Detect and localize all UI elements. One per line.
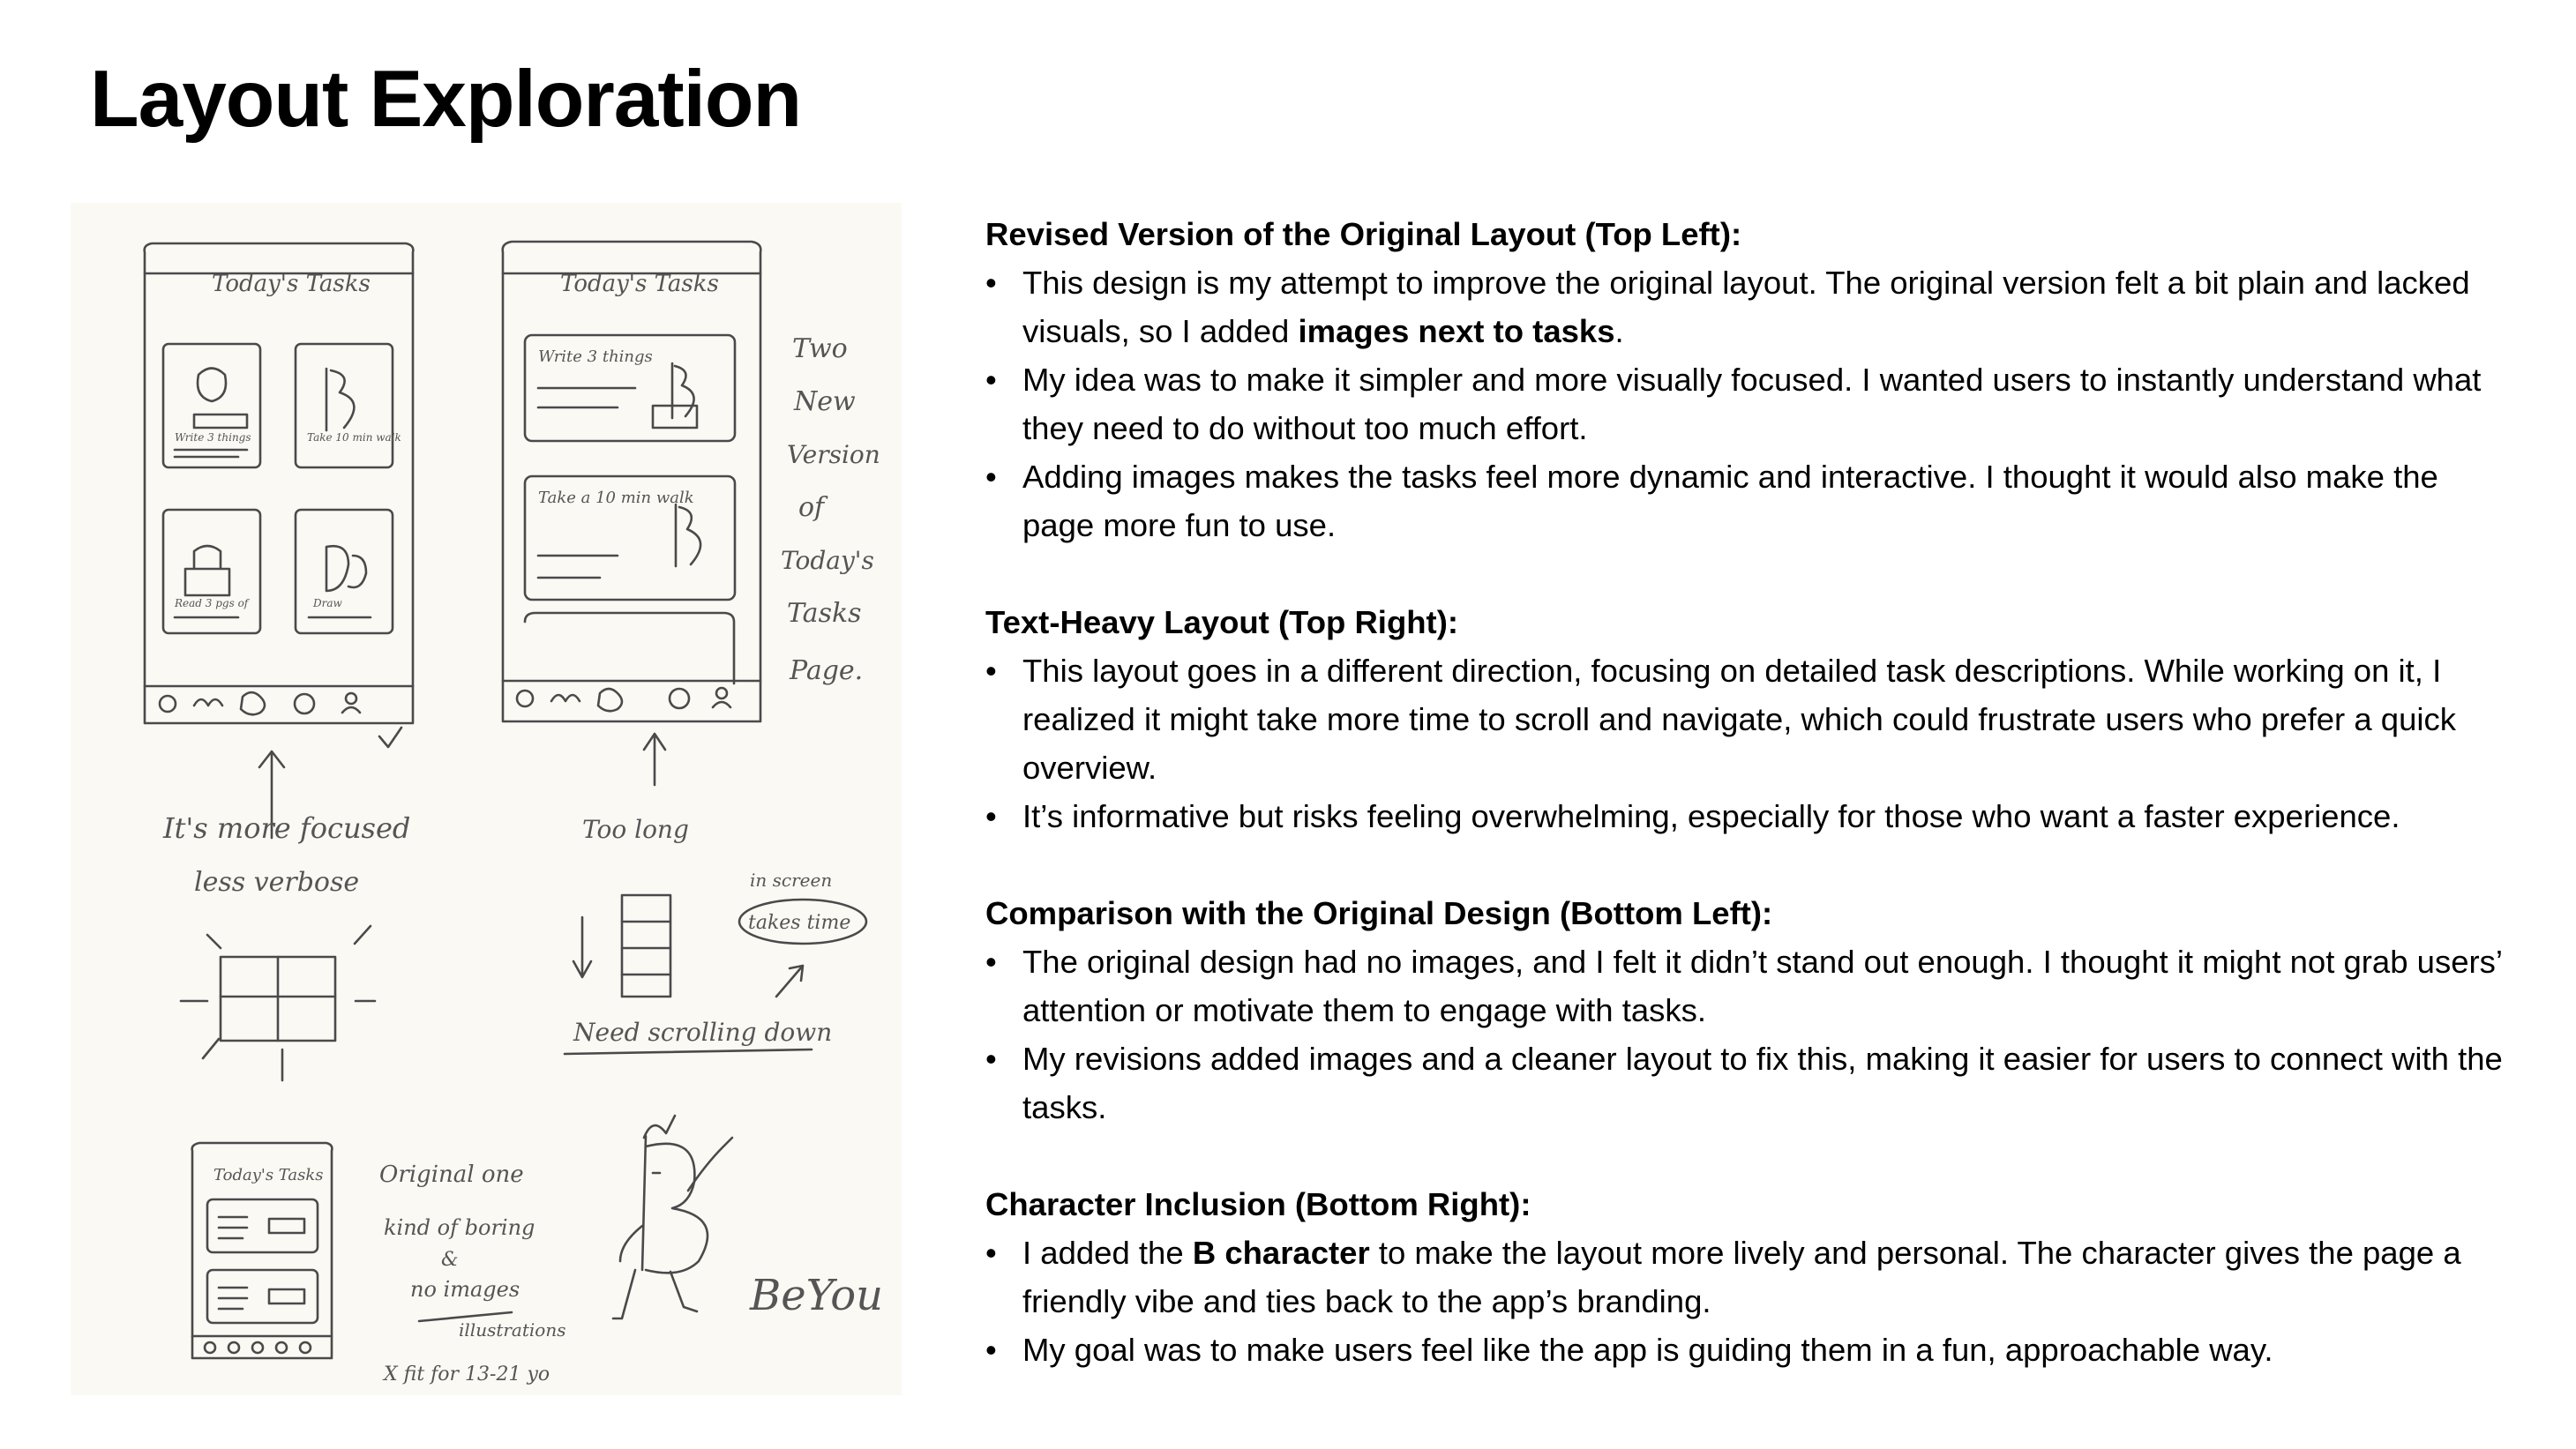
bullet-list <box>985 258 2503 549</box>
sketch-label: Read 3 pgs of <box>175 597 249 609</box>
bullet-list <box>985 1229 2503 1374</box>
bullet-text: My revisions added images and a cleaner layout to fix this, making it easier for users to connect with the tasks. <box>1022 1041 2503 1125</box>
bullet-text: This design is my attempt to improve the original layout. The original version felt a bit plain and lacked visuals, so I added <box>1022 265 2470 349</box>
bullet-text: My idea was to make it simpler and more visually focused. I wanted users to instantly understand what they need to do without too much effort. <box>1022 362 2482 446</box>
annotation-left <box>162 751 410 1080</box>
annotation-right <box>565 734 866 1054</box>
bullet-item <box>985 646 2503 792</box>
bullet-text: It’s informative but risks feeling overwhelming, especially for those who want a faster experience. <box>1022 798 2400 834</box>
bullet-item <box>985 1229 2503 1326</box>
sketch-image <box>71 203 902 1395</box>
sketch-label: illustrations <box>459 1319 566 1341</box>
sketch-label: Today's <box>781 546 874 575</box>
bullet-text: The original design had no images, and I felt it didn’t stand out enough. I thought it might not grab users’ attention or motivate them to engage with tasks. <box>1022 944 2502 1028</box>
sketch-label: Version <box>787 440 880 469</box>
sketch-label: Today's Tasks <box>560 271 719 297</box>
bullet-emphasis: B character <box>1192 1235 1370 1271</box>
phone-sketch-grid <box>145 243 414 747</box>
sketch-label: less verbose <box>194 867 360 898</box>
sketch-label: takes time <box>748 912 851 934</box>
b-character-sketch <box>613 1116 883 1320</box>
sketch-label: Take 10 min walk <box>307 431 401 444</box>
sketch-label: Draw <box>313 597 342 609</box>
sketch-label: no images <box>410 1277 520 1302</box>
sketch-label: Write 3 things <box>538 347 653 366</box>
section-text-heavy-layout <box>985 598 2503 840</box>
sketch-label: BeYou <box>750 1271 884 1320</box>
sketch-label: Write 3 things <box>175 431 251 444</box>
bullet-emphasis: images next to tasks <box>1298 313 1615 349</box>
sketch-label: in screen <box>750 870 833 891</box>
bullet-item <box>985 937 2503 1034</box>
sketch-label: Need scrolling down <box>573 1018 833 1047</box>
bullet-item <box>985 355 2503 452</box>
bullet-item <box>985 792 2503 840</box>
bullet-list <box>985 937 2503 1132</box>
bullet-text: to make the layout more lively and personal. The character gives the page a friendly vibe and ties back to the app’s branding. <box>1022 1235 2461 1319</box>
bullet-list <box>985 646 2503 840</box>
bullet-text: . <box>1614 313 1624 349</box>
section-revised-version <box>985 210 2503 549</box>
sketch-label: & <box>441 1249 459 1271</box>
bullet-item <box>985 258 2503 355</box>
phone-sketch-original <box>192 1143 566 1386</box>
sketch-label: Tasks <box>787 598 862 629</box>
bullet-item <box>985 1326 2503 1374</box>
page-title: Layout Exploration <box>90 55 802 144</box>
bullet-text: This layout goes in a different direction, focusing on detailed task descriptions. While working on it, I realized it might take more time to scroll and navigate, which could frustrate users who prefer a quick overview. <box>1022 653 2456 786</box>
sketch-label: Too long <box>582 815 689 844</box>
sketch-label: X fit for 13-21 yo <box>384 1363 550 1386</box>
section-heading: Text-Heavy Layout (Top Right): <box>985 604 1459 640</box>
description-column <box>985 210 2503 1374</box>
layout-sketches <box>71 203 902 1395</box>
sketch-label: Original one <box>379 1161 524 1188</box>
bullet-item <box>985 452 2503 549</box>
section-heading: Revised Version of the Original Layout (Top Left): <box>985 216 1742 252</box>
section-heading: Character Inclusion (Bottom Right): <box>985 1186 1531 1222</box>
section-comparison <box>985 889 2503 1132</box>
bullet-text: I added the <box>1022 1235 1193 1271</box>
bullet-text: My goal was to make users feel like the app is guiding them in a fun, approachable way. <box>1022 1332 2273 1368</box>
bullet-text: Adding images makes the tasks feel more dynamic and interactive. I thought it would also make the page more fun to use. <box>1022 459 2438 543</box>
sketch-label: kind of boring <box>384 1215 535 1240</box>
sketch-label: It's more focused <box>163 811 411 845</box>
sketch-label: New <box>794 386 856 417</box>
section-heading: Comparison with the Original Design (Bottom Left): <box>985 895 1773 931</box>
sketch-label: Two <box>792 333 848 364</box>
sketch-label: Today's Tasks <box>213 1166 324 1184</box>
section-character-inclusion <box>985 1180 2503 1374</box>
sketch-label: Page. <box>790 655 864 686</box>
phone-sketch-text-heavy <box>503 242 880 721</box>
sketch-label: Take a 10 min walk <box>538 489 694 507</box>
sketch-label: Today's Tasks <box>212 271 371 297</box>
sketch-label: of <box>798 492 825 523</box>
bullet-item <box>985 1034 2503 1132</box>
